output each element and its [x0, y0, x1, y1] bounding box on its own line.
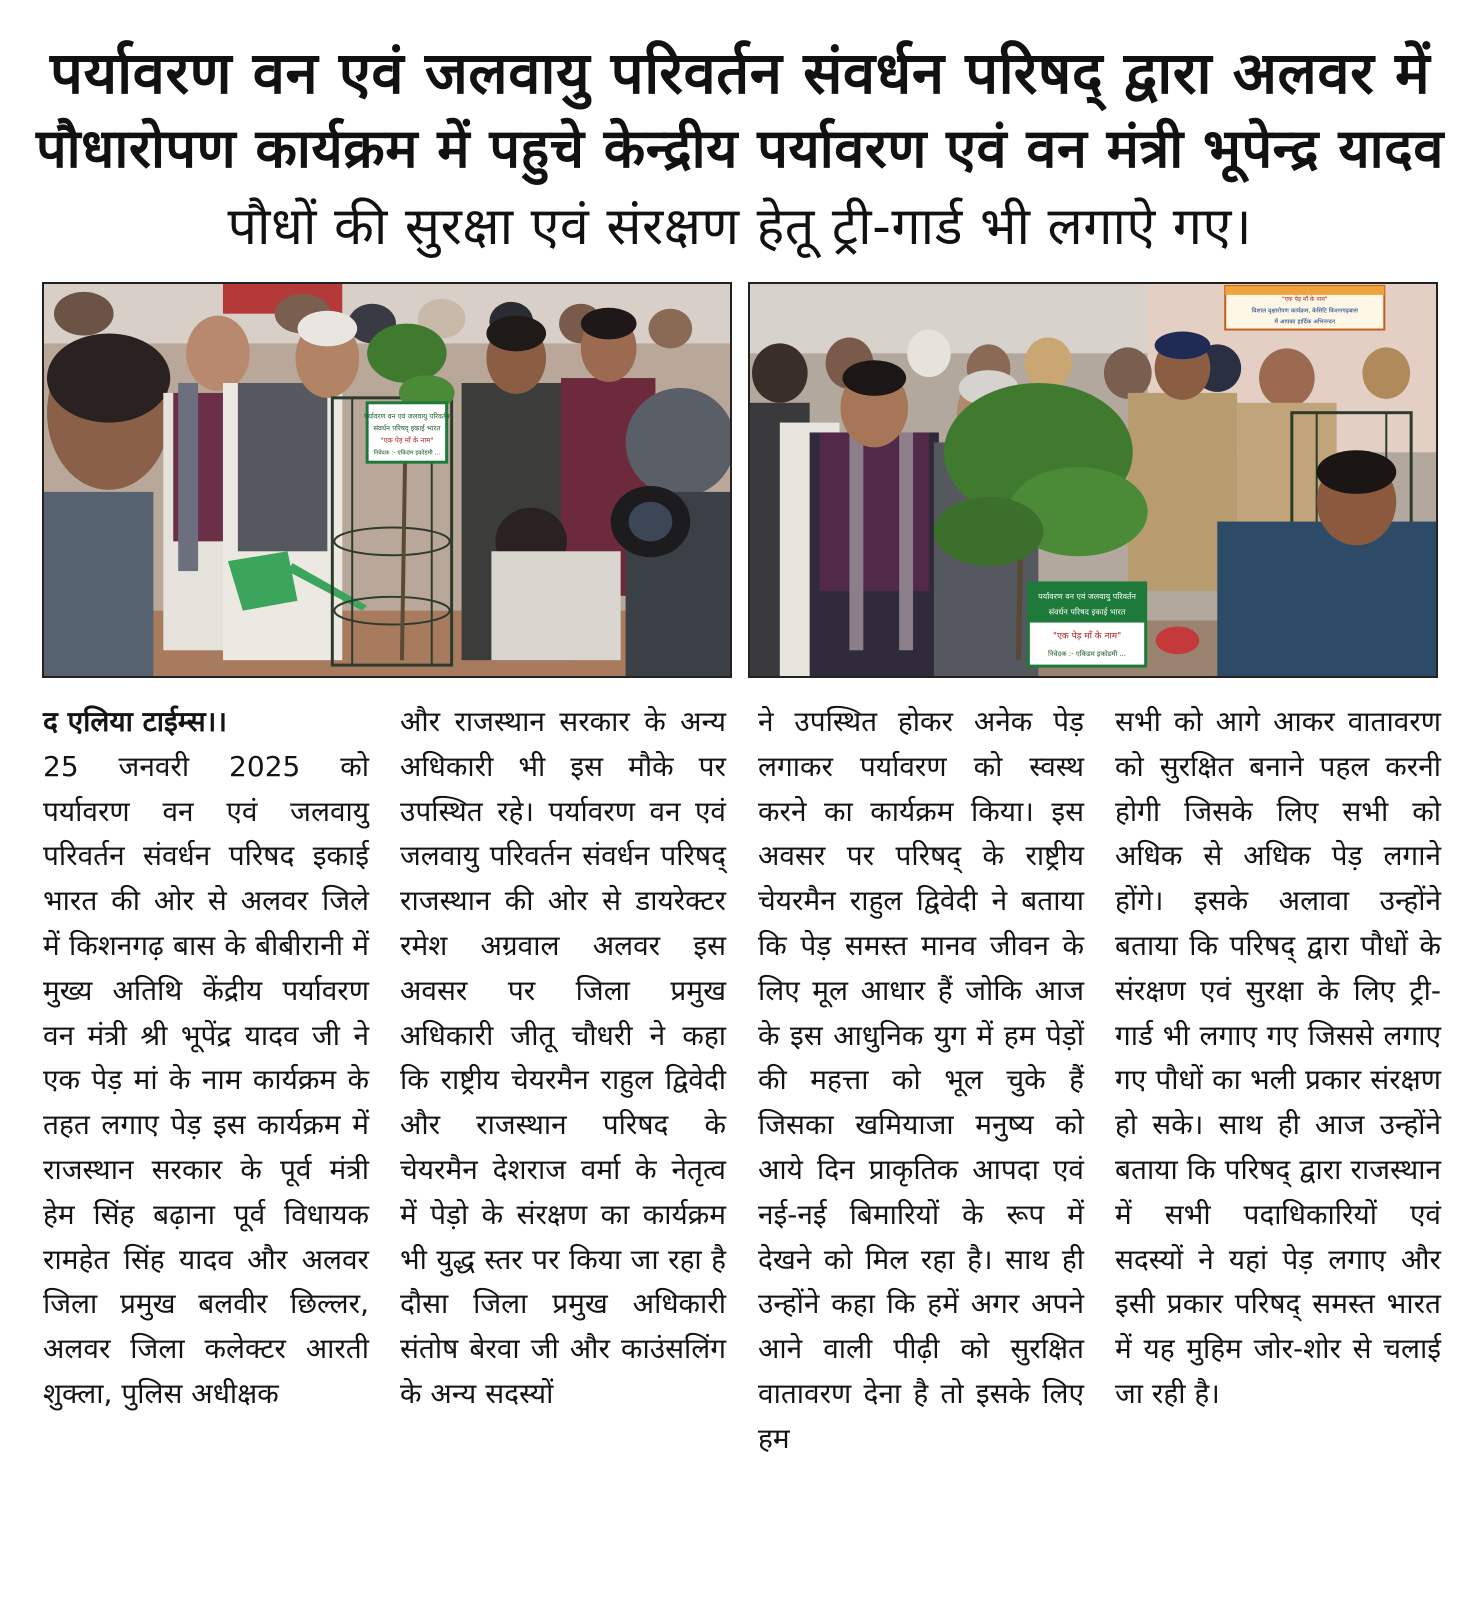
photo-right-sign-line-4: निवेदक :- एकिडम इकोडमी ...	[1048, 650, 1127, 659]
article-column-3-text: ने उपस्थित होकर अनेक पेड़ लगाकर पर्यावरण को स्वस्थ करने का कार्यक्रम किया। इस अवसर पर परिषद् के राष्ट्रीय चेयरमैन राहुल द्विवेदी ने बताया कि पेड़ समस्त मानव जीवन के लिए मूल आधार हैं जोकि आज के इस आधुनिक युग में हम पेड़ों की महत्ता को भूल चुके हैं जिसका खमियाजा मनुष्य को आये दिन प्राकृतिक आपदा एवं नई-नई बिमारियों के रूप में देखने को मिल रहा है। साथ ही उन्होंने कहा कि हमें अगर अपने आने वाली पीढ़ी को सुरक्षित वातावरण देना है तो इसके लिए हम	[758, 705, 1084, 1455]
article-column-2-text: और राजस्थान सरकार के अन्य अधिकारी भी इस मौके पर उपस्थित रहे। पर्यावरण वन एवं जलवायु परिवर्तन संवर्धन परिषद् राजस्थान की ओर से डायरेक्टर रमेश अग्रवाल अलवर इस अवसर पर जिला प्रमुख अधिकारी जीतू चौधरी ने कहा कि राष्ट्रीय चेयरमैन राहुल द्विवेदी और राजस्थान परिषद के चेयरमैन देशराज वर्मा के नेतृत्व में पेड़ो के संरक्षण का कार्यक्रम भी युद्ध स्तर पर किया जा रहा है दौसा जिला प्रमुख अधिकारी संतोष बेरवा जी और काउंसलिंग के अन्य सदस्यों	[400, 705, 726, 1410]
headline-line-2: पौधारोपण कार्यक्रम में पहुचे केन्द्रीय पर्यावरण एवं वन मंत्री भूपेन्द्र यादव	[36, 117, 1444, 180]
photo-left-sign-line-3: "एक पेड़ माँ के नाम"	[380, 436, 434, 445]
sub-headline: पौधों की सुरक्षा एवं संरक्षण हेतू ट्री-गार्ड भी लगाऐ गए।	[227, 197, 1253, 257]
photo-right-sign-line-3: "एक पेड़ माँ के नाम"	[1052, 631, 1122, 642]
article-column-4	[1115, 700, 1441, 1417]
photo-right-banner-top: "एक पेड़ माँ के नाम"	[1281, 295, 1328, 303]
photo-right-banner-line-3: में आपका हार्दिक अभिनन्दन	[1274, 318, 1336, 326]
photo-left-illustration	[44, 284, 730, 676]
article-byline: द एलिया टाईम्स।।	[43, 705, 227, 738]
article-column-1-text: 25 जनवरी 2025 को पर्यावरण वन एवं जलवायु परिवर्तन संवर्धन परिषद इकाई भारत की ओर से अलवर जिले में किशनगढ़ बास के बीबीरानी में मुख्य अतिथि केंद्रीय पर्यावरण वन मंत्री श्री भूपेंद्र यादव जी ने एक पेड़ मां के नाम कार्यक्रम के तहत लगाए पेड़ इस कार्यक्रम में राजस्थान सरकार के पूर्व मंत्री हेम सिंह बढ़ाना पूर्व विधायक रामहेत सिंह यादव और अलवर जिला प्रमुख बलवीर छिल्लर, अलवर जिला कलेक्टर आरती शुक्ला, पुलिस अधीक्षक	[43, 749, 369, 1410]
article-column-1	[43, 700, 369, 1417]
photo-right-banner-line-2: विशाल वृक्षारोपण कार्यक्रम, केसिटि किशनगढ़बास	[1251, 307, 1358, 315]
headline-line-1: पर्यावरण वन एवं जलवायु परिवर्तन संवर्धन परिषद् द्वारा अलवर में	[50, 39, 1431, 107]
photo-left-sign-line-2: संवर्धन परिषद् इकाई भारत	[373, 424, 441, 433]
photo-left-sign-line-4: निवेदक :- एकिडम इकोडमी ...	[373, 449, 441, 457]
photo-tree-planting-left	[42, 282, 732, 678]
photo-right-sign-line-2: संवर्धन परिषद इकाई भारत	[1048, 607, 1126, 617]
photo-left-sign-line-1: पर्यावरण वन एवं जलवायु परिवर्तन	[364, 412, 450, 421]
photo-right-illustration	[750, 284, 1436, 676]
article-column-3	[758, 700, 1084, 1462]
article-column-2	[400, 700, 726, 1417]
photo-right-sign-line-1: पर्यावरण वन एवं जलवायु परिवर्तन	[1038, 591, 1136, 601]
article-column-4-text: सभी को आगे आकर वातावरण को सुरक्षित बनाने पहल करनी होगी जिसके लिए सभी को अधिक से अधिक पेड़ लगाने होंगे। इसके अलावा उन्होंने बताया कि परिषद् द्वारा पौधों के संरक्षण एवं सुरक्षा के लिए ट्री-गार्ड भी लगाए गए जिससे लगाए गए पौधों का भली प्रकार संरक्षण हो सके। साथ ही आज उन्होंने बताया कि परिषद् द्वारा राजस्थान में सभी पदाधिकारियों एवं सदस्यों ने यहां पेड़ लगाए और इसी प्रकार परिषद् समस्त भारत में यह मुहिम जोर-शोर से चलाई जा रही है।	[1115, 705, 1441, 1410]
photo-tree-planting-right	[748, 282, 1438, 678]
